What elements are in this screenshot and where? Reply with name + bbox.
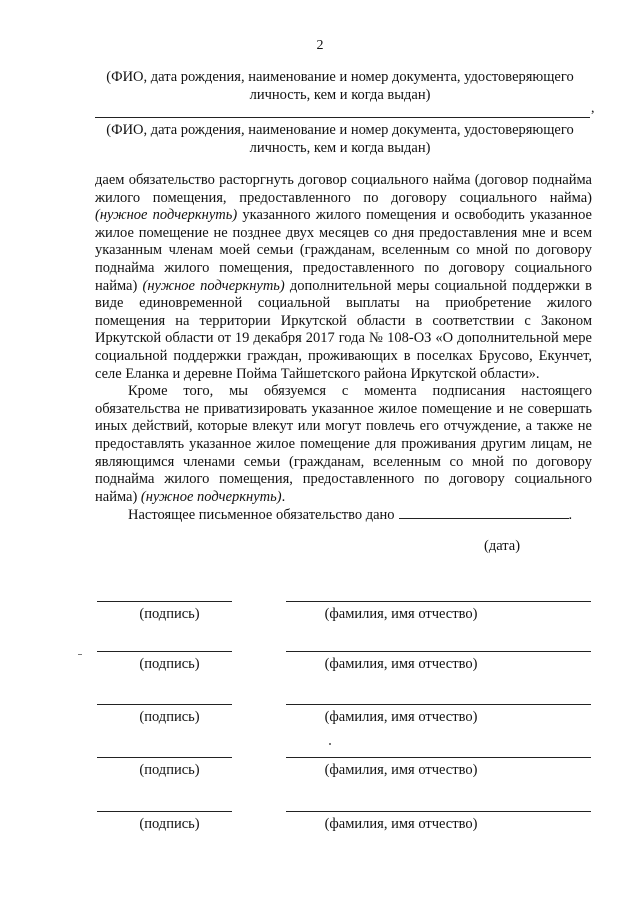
- name-label: (фамилия, имя отчество): [324, 816, 478, 832]
- text-run: дополнительной меры социальной поддержки в виде единовременной социальной выплаты на приобретение жилого помещения на территории Иркутской области в соответствии с Законом Иркутской области от 19 декабря 2017 года № 108-ОЗ «О дополнительной мере социальной поддержки граждан, проживающих в поселках Брусово, Екунчет, селе Еланка и деревне Пойма Тайшетского района Иркутской области».: [95, 277, 592, 382]
- text-run: .: [568, 507, 573, 524]
- signature-label: (подпись): [139, 606, 200, 622]
- text-run: указанного жилого помещения и освободить указанное жилое помещение не позднее двух месяцев со дня предоставления мне и всем указанным членам моей семьи (гражданам, вселенным со мной по договору поднайма жилого помещения, предоставленного по договору социального найма): [95, 207, 592, 294]
- name-line: [286, 601, 591, 602]
- paragraph-obligation: [95, 172, 592, 383]
- scan-speck: [78, 654, 82, 655]
- italic-note: (нужное подчеркнуть): [95, 207, 238, 224]
- name-line: [286, 811, 591, 812]
- applicant-fill-line: [95, 117, 590, 118]
- signature-line: [97, 651, 232, 652]
- signature-line: [97, 757, 232, 758]
- text-run: .: [281, 488, 286, 505]
- page-number: 2: [316, 38, 324, 53]
- signature-line: [97, 811, 232, 812]
- fill-line-comma: ,: [591, 101, 595, 116]
- signature-label: (подпись): [139, 816, 200, 832]
- signature-row: [0, 651, 640, 681]
- paragraph-additional-obligation: [95, 383, 592, 506]
- name-label: (фамилия, имя отчество): [324, 762, 478, 778]
- text-run: Кроме того, мы обязуемся с момента подписания настоящего обязательства не приватизировать указанное жилое помещение и не совершать иных действий, которые влекут или могут повлечь его отчуждение, а также не предоставлять указанное жилое помещение для проживания другим лицам, не являющимся членами семьи (гражданам, вселенным со мной по договору поднайма жилого помещения, предоставленного по договору социального найма): [95, 383, 592, 505]
- signature-label: (подпись): [139, 656, 200, 672]
- date-label: (дата): [484, 538, 521, 554]
- date-fill-line: [399, 506, 569, 519]
- italic-note: (нужное подчеркнуть): [142, 277, 285, 294]
- signature-row: [0, 757, 640, 787]
- scan-speck: [329, 743, 331, 745]
- caption-first-applicant: (ФИО, дата рождения, наименование и номер документа, удостоверяющего личность, кем и когда выдан): [106, 69, 574, 103]
- signature-row: [0, 811, 640, 841]
- text-run: даем обязательство расторгнуть договор социального найма (договор поднайма жилого помещения, предоставленного по договору социального найма): [95, 172, 592, 206]
- paragraph-date-given: [95, 506, 592, 525]
- name-label: (фамилия, имя отчество): [324, 606, 478, 622]
- name-label: (фамилия, имя отчество): [324, 709, 478, 725]
- signature-row: [0, 601, 640, 631]
- italic-note: (нужное подчеркнуть): [140, 488, 282, 505]
- signature-row: [0, 704, 640, 734]
- name-line: [286, 757, 591, 758]
- caption-second-applicant: (ФИО, дата рождения, наименование и номер документа, удостоверяющего личность, кем и когда выдан): [106, 122, 574, 156]
- signature-label: (подпись): [139, 709, 200, 725]
- name-label: (фамилия, имя отчество): [324, 656, 478, 672]
- name-line: [286, 704, 591, 705]
- signature-line: [97, 704, 232, 705]
- signature-label: (подпись): [139, 762, 200, 778]
- obligation-text: [95, 172, 592, 525]
- name-line: [286, 651, 591, 652]
- signature-line: [97, 601, 232, 602]
- text-run: Настоящее письменное обязательство дано: [128, 507, 395, 524]
